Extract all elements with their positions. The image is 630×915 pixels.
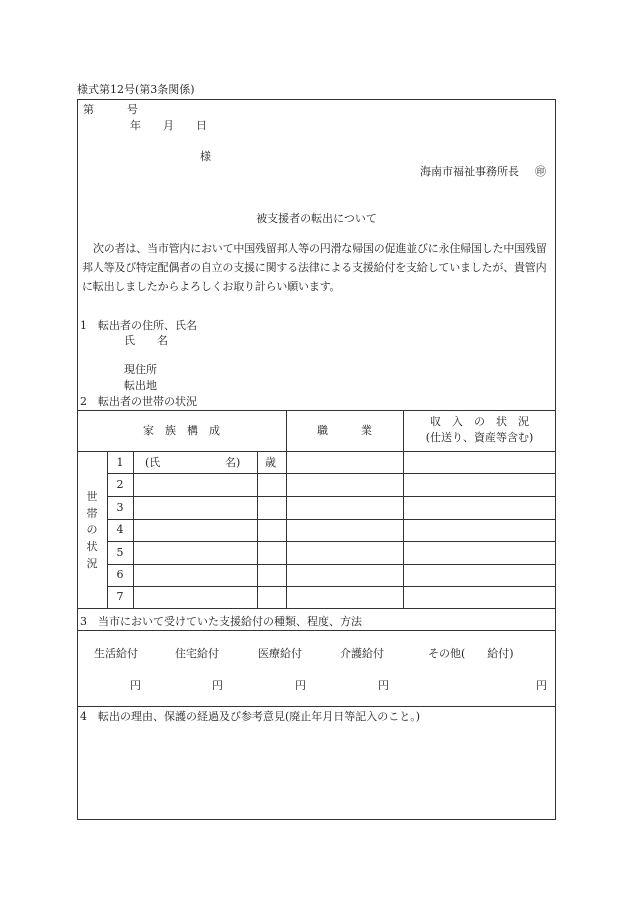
benefit-type: 介護給付 — [340, 647, 384, 660]
job-column-header: 職 業 — [317, 424, 372, 437]
destination-label: 転出地 — [124, 379, 157, 392]
benefit-type: 医療給付 — [258, 647, 302, 660]
row-number: 7 — [116, 590, 124, 603]
name-column-rule — [257, 451, 258, 608]
recipient-suffix: 様 — [200, 150, 211, 163]
table-header-rule — [77, 451, 556, 452]
row1-age-unit: 歳 — [265, 456, 276, 469]
row-number: 1 — [116, 456, 124, 469]
row-number: 3 — [116, 501, 124, 514]
section4-heading: 4 転出の理由、保護の経過及び参考意見(廃止年月日等記入のこと。) — [80, 710, 421, 723]
yen-unit: 円 — [536, 679, 547, 692]
table-top-rule — [77, 410, 556, 411]
name-label: 氏 名 — [124, 334, 168, 347]
yen-unit: 円 — [378, 679, 389, 692]
side-label-char: 況 — [86, 557, 98, 570]
benefit-type: 住宅給付 — [175, 647, 219, 660]
row-number: 5 — [116, 546, 124, 559]
side-label-char: の — [86, 523, 98, 536]
yen-unit: 円 — [130, 679, 141, 692]
date-label: 年 月 日 — [130, 119, 207, 132]
row-rule — [107, 519, 556, 520]
table-bottom-rule — [77, 608, 556, 609]
row-rule — [107, 564, 556, 565]
row1-name-close: 名) — [225, 456, 241, 469]
section2-heading: 2 転出者の世帯の状況 — [80, 395, 197, 408]
section4-rule — [77, 706, 556, 707]
yen-unit: 円 — [295, 679, 306, 692]
issuer-name: 海南市福祉事務所長 — [420, 165, 519, 178]
benefit-type: 生活給付 — [94, 647, 138, 660]
row-number: 2 — [116, 478, 124, 491]
row-number: 4 — [116, 523, 124, 536]
age-column-rule — [286, 410, 287, 608]
number-column-rule — [133, 451, 134, 608]
section1-heading: 1 転出者の住所、氏名 — [80, 319, 197, 332]
section3-heading: 3 当市において受けていた支援給付の種類、程度、方法 — [80, 615, 362, 628]
seal-mark: ㊞ — [535, 165, 546, 178]
current-address-label: 現住所 — [124, 363, 157, 376]
form-id: 様式第12号(第3条関係) — [77, 83, 195, 96]
row-number: 6 — [116, 568, 124, 581]
income-column-header: 収 入 の 状 況 — [430, 415, 529, 428]
family-column-header: 家 族 構 成 — [143, 424, 220, 437]
income-column-subheader: (仕送り、資産等含む) — [425, 431, 534, 444]
row-rule — [107, 586, 556, 587]
side-label-char: 状 — [86, 540, 98, 553]
yen-unit: 円 — [212, 679, 223, 692]
section3-rule — [77, 630, 556, 631]
side-label-char: 世 — [86, 490, 98, 503]
row-rule — [107, 541, 556, 542]
row-rule — [107, 473, 556, 474]
benefit-type: その他( 給付) — [428, 647, 514, 660]
document-title: 被支援者の転出について — [256, 212, 377, 225]
row-rule — [107, 496, 556, 497]
side-label-char: 帯 — [86, 507, 98, 520]
number-label: 第 号 — [83, 103, 138, 116]
body-paragraph: 次の者は、当市管内において中国残留邦人等の円滑な帰国の促進並びに永住帰国した中国残留邦人等及び特定配偶者の自立の支援に関する法律による支援給付を支給していましたが、貴管内に転出しましたからよろしくお取り計らい願います。 — [82, 242, 547, 293]
row1-name-open: (氏 — [145, 456, 161, 469]
